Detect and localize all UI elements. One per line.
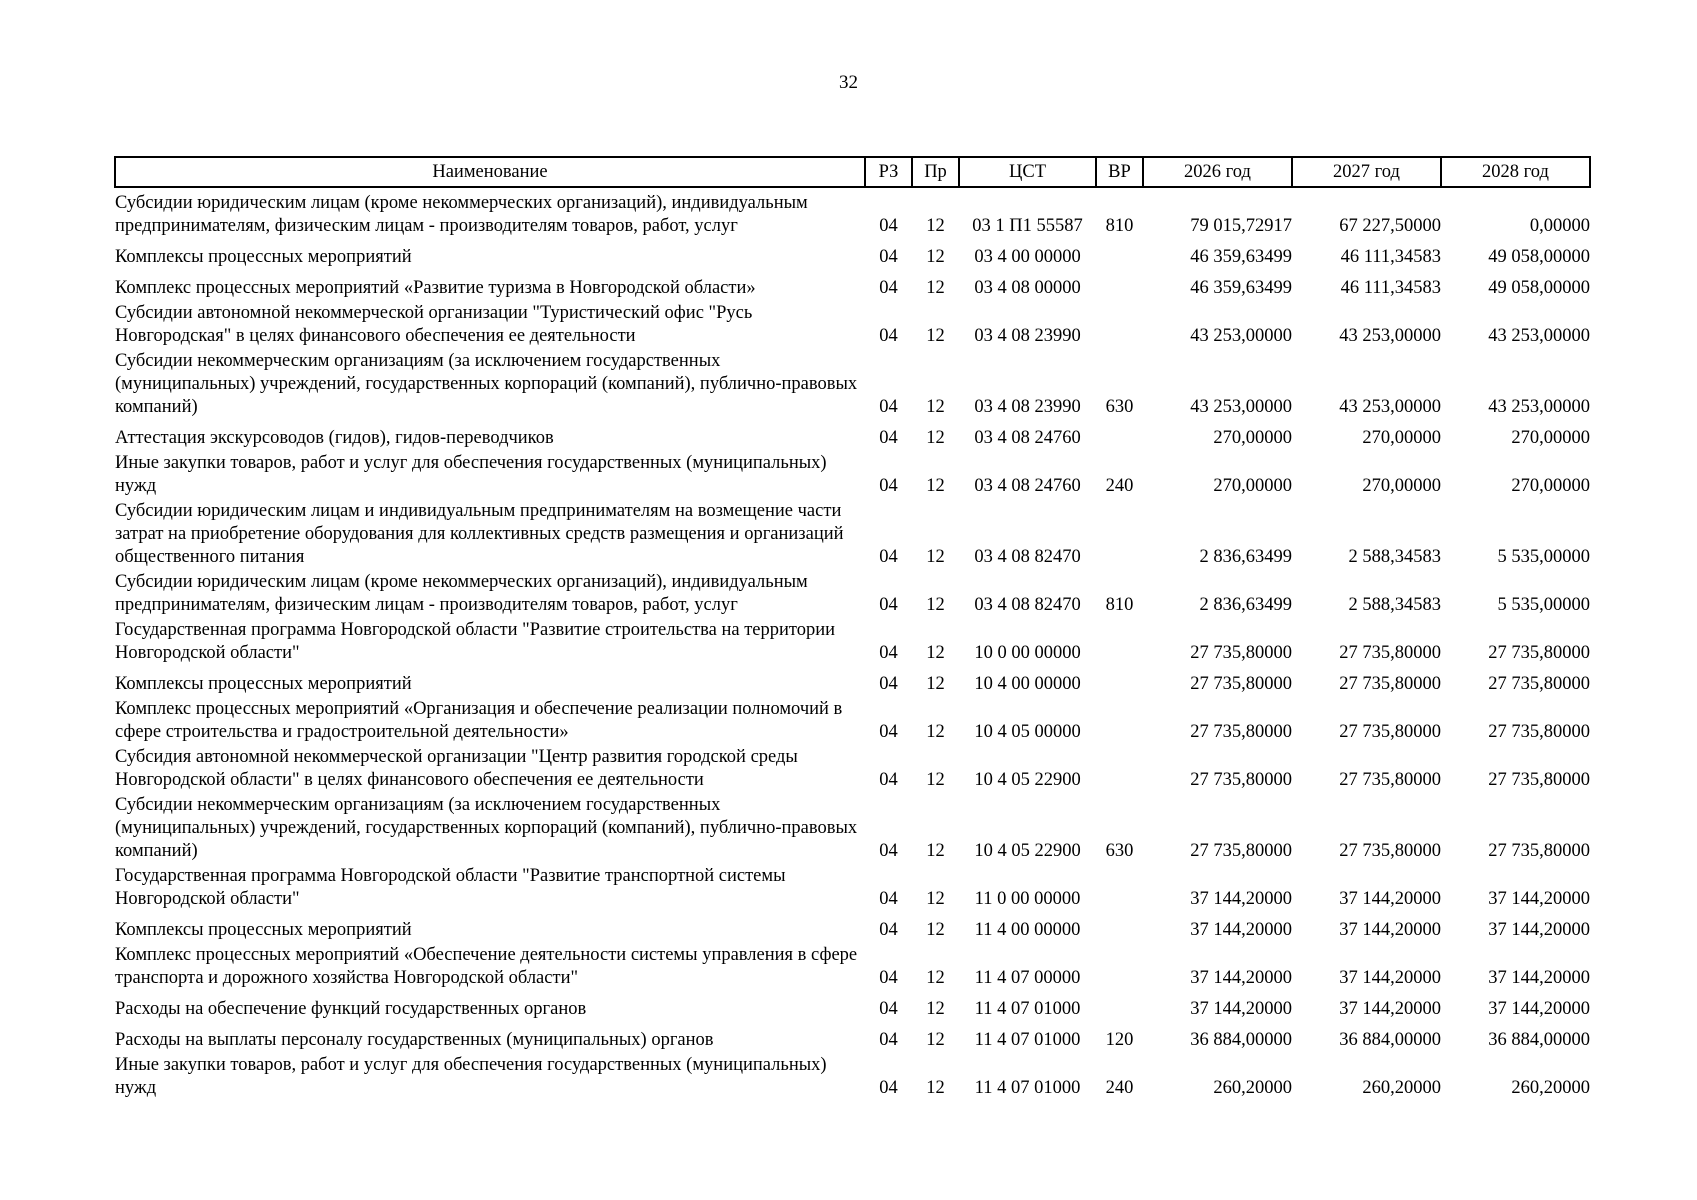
cell-pr: 12 [926, 326, 945, 346]
cell-rz: 04 [879, 968, 898, 988]
cell-pr: 12 [926, 968, 945, 988]
cell-cst: 10 4 05 00000 [974, 722, 1081, 742]
cell-pr: 12 [926, 770, 945, 790]
cell-name: Субсидии автономной некоммерческой организации "Туристический офис "Русь Новгородская" в целях финансового обеспечения ее деятельности [115, 303, 753, 346]
cell-rz: 04 [879, 770, 898, 790]
cell-2027: 37 144,20000 [1339, 920, 1441, 940]
cell-2028: 37 144,20000 [1488, 920, 1590, 940]
cell-rz: 04 [879, 674, 898, 694]
cell-rz: 04 [879, 999, 898, 1019]
cell-2027: 37 144,20000 [1339, 968, 1441, 988]
table-row [115, 271, 1590, 302]
cell-2026: 37 144,20000 [1190, 999, 1292, 1019]
cell-vr [1096, 619, 1143, 667]
cell-vr [1096, 944, 1143, 992]
cell-2028: 37 144,20000 [1488, 889, 1590, 909]
cell-2028: 5 535,00000 [1497, 595, 1590, 615]
cell-2028: 27 735,80000 [1488, 674, 1590, 694]
cell-vr: 810 [1105, 216, 1134, 236]
cell-2027: 2 588,34583 [1348, 595, 1441, 615]
cell-vr [1096, 500, 1143, 571]
cell-vr: 630 [1105, 841, 1134, 861]
cell-2027: 46 111,34583 [1340, 278, 1441, 298]
cell-pr: 12 [926, 999, 945, 1019]
cell-2026: 27 735,80000 [1190, 674, 1292, 694]
cell-2027: 27 735,80000 [1339, 674, 1441, 694]
table-row [115, 913, 1590, 944]
cell-pr: 12 [926, 1030, 945, 1050]
cell-name: Комплекс процессных мероприятий «Развитие туризма в Новгородской области» [115, 278, 756, 298]
cell-2026: 37 144,20000 [1190, 920, 1292, 940]
cell-cst: 03 4 08 82470 [974, 547, 1081, 567]
table-row [115, 746, 1590, 794]
cell-2028: 27 735,80000 [1488, 770, 1590, 790]
cell-2028: 27 735,80000 [1488, 643, 1590, 663]
cell-2027: 37 144,20000 [1339, 999, 1441, 1019]
cell-2026: 2 836,63499 [1199, 547, 1292, 567]
cell-name: Государственная программа Новгородской области "Развитие строительства на территории Новгородской области" [115, 620, 836, 663]
cell-name: Комплексы процессных мероприятий [115, 247, 412, 267]
cell-vr [1096, 271, 1143, 302]
cell-name: Субсидии некоммерческим организациям (за исключением государственных (муниципальных) учреждений, государственных корпораций (компаний), публично-правовых компаний) [115, 351, 858, 417]
cell-cst: 03 4 00 00000 [974, 247, 1081, 267]
table-body [115, 187, 1590, 1102]
table-row [115, 794, 1590, 865]
cell-2028: 36 884,00000 [1488, 1030, 1590, 1050]
cell-cst: 11 4 07 00000 [974, 968, 1081, 988]
cell-2028: 49 058,00000 [1488, 278, 1590, 298]
header-vr: ВР [1096, 157, 1143, 187]
cell-2026: 37 144,20000 [1190, 889, 1292, 909]
cell-rz: 04 [879, 889, 898, 909]
cell-name: Расходы на выплаты персоналу государственных (муниципальных) органов [115, 1030, 714, 1050]
table-row [115, 1054, 1590, 1102]
table-row [115, 571, 1590, 619]
cell-rz: 04 [879, 247, 898, 267]
cell-2027: 270,00000 [1362, 476, 1441, 496]
cell-2026: 27 735,80000 [1190, 722, 1292, 742]
cell-rz: 04 [879, 1078, 898, 1098]
cell-2027: 270,00000 [1362, 428, 1441, 448]
cell-rz: 04 [879, 547, 898, 567]
cell-pr: 12 [926, 595, 945, 615]
cell-2026: 46 359,63499 [1190, 247, 1292, 267]
cell-rz: 04 [879, 643, 898, 663]
table-row [115, 350, 1590, 421]
cell-cst: 10 4 05 22900 [974, 770, 1081, 790]
cell-2027: 46 111,34583 [1340, 247, 1441, 267]
cell-vr: 240 [1105, 476, 1134, 496]
cell-2027: 27 735,80000 [1339, 770, 1441, 790]
cell-cst: 11 4 07 01000 [974, 1030, 1081, 1050]
header-name: Наименование [115, 157, 865, 187]
cell-rz: 04 [879, 841, 898, 861]
cell-2028: 49 058,00000 [1488, 247, 1590, 267]
cell-vr [1096, 302, 1143, 350]
cell-cst: 03 4 08 23990 [974, 397, 1081, 417]
cell-pr: 12 [926, 1078, 945, 1098]
cell-2026: 27 735,80000 [1190, 770, 1292, 790]
table-row [115, 865, 1590, 913]
cell-2028: 27 735,80000 [1488, 841, 1590, 861]
cell-2028: 43 253,00000 [1488, 326, 1590, 346]
cell-2027: 27 735,80000 [1339, 841, 1441, 861]
cell-vr [1096, 992, 1143, 1023]
cell-2027: 27 735,80000 [1339, 643, 1441, 663]
cell-pr: 12 [926, 278, 945, 298]
cell-name: Иные закупки товаров, работ и услуг для обеспечения государственных (муниципальных) нужд [115, 453, 827, 496]
cell-cst: 11 4 07 01000 [974, 1078, 1081, 1098]
cell-vr [1096, 698, 1143, 746]
cell-vr [1096, 240, 1143, 271]
table-row [115, 944, 1590, 992]
cell-rz: 04 [879, 476, 898, 496]
cell-2026: 2 836,63499 [1199, 595, 1292, 615]
header-rz: РЗ [865, 157, 912, 187]
cell-vr [1096, 421, 1143, 452]
cell-cst: 10 4 05 22900 [974, 841, 1081, 861]
cell-cst: 11 4 00 00000 [974, 920, 1081, 940]
cell-cst: 03 4 08 82470 [974, 595, 1081, 615]
cell-rz: 04 [879, 428, 898, 448]
cell-name: Комплекс процессных мероприятий «Организация и обеспечение реализации полномочий в сфере строительства и градостроительной деятельности» [115, 699, 843, 742]
cell-name: Государственная программа Новгородской области "Развитие транспортной системы Новгородской области" [115, 866, 786, 909]
header-cst: ЦСТ [959, 157, 1096, 187]
cell-vr [1096, 865, 1143, 913]
cell-2028: 37 144,20000 [1488, 968, 1590, 988]
cell-2028: 270,00000 [1511, 476, 1590, 496]
cell-name: Субсидии юридическим лицам (кроме некоммерческих организаций), индивидуальным предпринимателям, физическим лицам - производителям товаров, работ, услуг [115, 572, 808, 615]
header-2026: 2026 год [1143, 157, 1292, 187]
cell-pr: 12 [926, 643, 945, 663]
table-row [115, 187, 1590, 240]
cell-vr: 120 [1105, 1030, 1134, 1050]
cell-pr: 12 [926, 476, 945, 496]
cell-2027: 2 588,34583 [1348, 547, 1441, 567]
header-2028: 2028 год [1441, 157, 1590, 187]
cell-2026: 46 359,63499 [1190, 278, 1292, 298]
cell-cst: 11 4 07 01000 [974, 999, 1081, 1019]
cell-cst: 03 1 П1 55587 [972, 216, 1083, 236]
cell-2028: 0,00000 [1529, 216, 1590, 236]
table-row [115, 421, 1590, 452]
cell-2027: 27 735,80000 [1339, 722, 1441, 742]
cell-rz: 04 [879, 722, 898, 742]
table-row [115, 619, 1590, 667]
cell-cst: 11 0 00 00000 [974, 889, 1081, 909]
cell-pr: 12 [926, 216, 945, 236]
cell-2027: 43 253,00000 [1339, 397, 1441, 417]
cell-2026: 27 735,80000 [1190, 643, 1292, 663]
cell-2026: 260,20000 [1213, 1078, 1292, 1098]
cell-vr [1096, 667, 1143, 698]
cell-cst: 10 0 00 00000 [974, 643, 1081, 663]
cell-vr: 630 [1105, 397, 1134, 417]
cell-2026: 270,00000 [1213, 428, 1292, 448]
cell-2027: 37 144,20000 [1339, 889, 1441, 909]
cell-2028: 43 253,00000 [1488, 397, 1590, 417]
cell-rz: 04 [879, 216, 898, 236]
cell-2026: 270,00000 [1213, 476, 1292, 496]
table-row [115, 667, 1590, 698]
cell-2027: 43 253,00000 [1339, 326, 1441, 346]
cell-vr: 240 [1105, 1078, 1134, 1098]
cell-name: Комплекс процессных мероприятий «Обеспечение деятельности системы управления в сфере транспорта и дорожного хозяйства Новгородской области" [115, 945, 858, 988]
cell-name: Комплексы процессных мероприятий [115, 920, 412, 940]
cell-rz: 04 [879, 1030, 898, 1050]
cell-2026: 43 253,00000 [1190, 397, 1292, 417]
table-row [115, 240, 1590, 271]
table-header-row [115, 157, 1590, 187]
cell-2028: 260,20000 [1511, 1078, 1590, 1098]
cell-cst: 10 4 00 00000 [974, 674, 1081, 694]
cell-2028: 27 735,80000 [1488, 722, 1590, 742]
cell-pr: 12 [926, 674, 945, 694]
cell-name: Субсидия автономной некоммерческой организации "Центр развития городской среды Новгородской области" в целях финансового обеспечения ее деятельности [115, 747, 798, 790]
table-row [115, 500, 1590, 571]
cell-name: Иные закупки товаров, работ и услуг для обеспечения государственных (муниципальных) нужд [115, 1055, 827, 1098]
cell-vr [1096, 746, 1143, 794]
cell-pr: 12 [926, 841, 945, 861]
cell-name: Комплексы процессных мероприятий [115, 674, 412, 694]
cell-pr: 12 [926, 397, 945, 417]
table-row [115, 992, 1590, 1023]
cell-rz: 04 [879, 397, 898, 417]
cell-2028: 270,00000 [1511, 428, 1590, 448]
cell-rz: 04 [879, 920, 898, 940]
cell-2027: 36 884,00000 [1339, 1030, 1441, 1050]
cell-pr: 12 [926, 428, 945, 448]
header-pr: Пр [912, 157, 959, 187]
cell-name: Субсидии юридическим лицам (кроме некоммерческих организаций), индивидуальным предпринимателям, физическим лицам - производителям товаров, работ, услуг [115, 193, 808, 236]
cell-vr [1096, 913, 1143, 944]
cell-name: Субсидии некоммерческим организациям (за исключением государственных (муниципальных) учреждений, государственных корпораций (компаний), публично-правовых компаний) [115, 795, 858, 861]
cell-pr: 12 [926, 889, 945, 909]
table-row [115, 452, 1590, 500]
cell-pr: 12 [926, 920, 945, 940]
cell-cst: 03 4 08 24760 [974, 428, 1081, 448]
cell-rz: 04 [879, 595, 898, 615]
cell-pr: 12 [926, 247, 945, 267]
cell-name: Субсидии юридическим лицам и индивидуальным предпринимателям на возмещение части затрат на приобретение оборудования для коллективных средств размещения и организаций общественного питания [115, 501, 844, 567]
cell-2026: 43 253,00000 [1190, 326, 1292, 346]
cell-2026: 37 144,20000 [1190, 968, 1292, 988]
cell-2028: 5 535,00000 [1497, 547, 1590, 567]
cell-vr: 810 [1105, 595, 1134, 615]
header-2027: 2027 год [1292, 157, 1441, 187]
budget-table [114, 156, 1591, 1102]
cell-pr: 12 [926, 722, 945, 742]
cell-2028: 37 144,20000 [1488, 999, 1590, 1019]
table-row [115, 1023, 1590, 1054]
cell-cst: 03 4 08 00000 [974, 278, 1081, 298]
cell-rz: 04 [879, 326, 898, 346]
cell-2027: 260,20000 [1362, 1078, 1441, 1098]
page-number: 32 [839, 72, 858, 93]
cell-cst: 03 4 08 23990 [974, 326, 1081, 346]
cell-2026: 79 015,72917 [1190, 216, 1292, 236]
cell-name: Расходы на обеспечение функций государственных органов [115, 999, 587, 1019]
cell-name: Аттестация экскурсоводов (гидов), гидов-переводчиков [115, 428, 554, 448]
table-row [115, 698, 1590, 746]
cell-2026: 36 884,00000 [1190, 1030, 1292, 1050]
cell-2026: 27 735,80000 [1190, 841, 1292, 861]
cell-2027: 67 227,50000 [1339, 216, 1441, 236]
cell-pr: 12 [926, 547, 945, 567]
cell-cst: 03 4 08 24760 [974, 476, 1081, 496]
cell-rz: 04 [879, 278, 898, 298]
table-row [115, 302, 1590, 350]
